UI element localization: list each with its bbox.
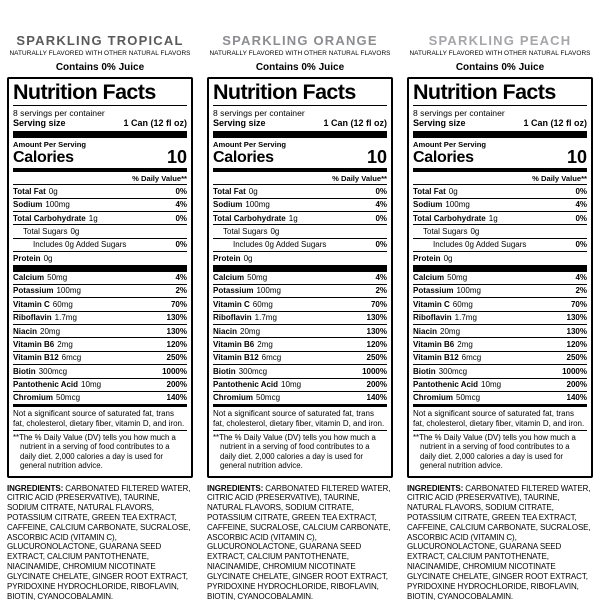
nutrient-name: Potassium bbox=[213, 286, 254, 296]
juice-claim: Contains 0% Juice bbox=[55, 62, 145, 73]
nutrient-name: Vitamin B6 bbox=[413, 339, 455, 349]
nutrient-row bbox=[413, 378, 587, 391]
nutrient-daily-value: 200% bbox=[366, 380, 387, 390]
nutrient-amount: 2mg bbox=[257, 339, 273, 349]
divider-thick bbox=[13, 265, 187, 272]
nutrient-amount: 20mg bbox=[40, 326, 61, 336]
nutrient-amount: 1g bbox=[88, 213, 98, 223]
nutrient-amount: 50mg bbox=[247, 273, 268, 283]
nutrient-daily-value: 4% bbox=[175, 200, 187, 210]
nutrient-amount: 60mg bbox=[452, 299, 473, 309]
nutrient-name: Riboflavin bbox=[13, 313, 52, 323]
nutrient-daily-value: 250% bbox=[166, 353, 187, 363]
nutrient-daily-value: 2% bbox=[575, 286, 587, 296]
daily-value-header: % Daily Value** bbox=[332, 173, 387, 183]
nutrient-name: Calcium bbox=[413, 273, 445, 283]
not-significant-statement: Not a significant source of saturated fat, trans fat, cholesterol, dietary fiber, vitamin D, and iron. bbox=[413, 409, 585, 428]
calories-value: 10 bbox=[166, 146, 187, 167]
nutrient-name: Niacin bbox=[213, 326, 238, 336]
nutrient-name: Calcium bbox=[213, 273, 245, 283]
nutrient-daily-value: 2% bbox=[175, 286, 187, 296]
nutrient-daily-value: 0% bbox=[375, 240, 387, 250]
vitamin-mineral-rows bbox=[413, 272, 587, 405]
nutrient-row bbox=[413, 198, 587, 211]
nutrient-row bbox=[413, 324, 587, 337]
nutrient-amount: 2mg bbox=[457, 339, 473, 349]
nutrient-name: Vitamin C bbox=[213, 299, 250, 309]
nutrient-row bbox=[413, 391, 587, 404]
nutrient-row bbox=[13, 364, 187, 377]
nutrient-daily-value: 4% bbox=[375, 200, 387, 210]
nutrient-amount: 1.7mg bbox=[454, 313, 477, 323]
nutrient-amount: 0g bbox=[43, 253, 53, 263]
calories-value: 10 bbox=[566, 146, 587, 167]
nutrient-row bbox=[213, 272, 387, 284]
servings-per-container: 8 servings per container bbox=[413, 107, 505, 118]
nutrient-name: Pantothenic Acid bbox=[13, 380, 79, 390]
nutrient-name: Pantothenic Acid bbox=[413, 380, 479, 390]
product-title: SPARKLING TROPICAL bbox=[16, 33, 184, 48]
nutrient-row bbox=[413, 251, 587, 264]
nutrient-amount: 0g bbox=[470, 226, 480, 236]
serving-size-label: Serving size bbox=[213, 117, 266, 128]
divider-thick bbox=[413, 131, 587, 138]
nutrient-name: Vitamin B12 bbox=[413, 353, 459, 363]
nutrient-name: Riboflavin bbox=[413, 313, 452, 323]
nutrient-daily-value: 1000% bbox=[562, 366, 587, 376]
nutrient-daily-value: 70% bbox=[170, 299, 187, 309]
nutrient-daily-value: 130% bbox=[366, 313, 387, 323]
nutrient-amount: 50mg bbox=[447, 273, 468, 283]
vitamin-mineral-rows bbox=[13, 272, 187, 405]
nutrient-name: Total Fat bbox=[413, 186, 446, 196]
nutrient-row bbox=[13, 297, 187, 310]
nutrient-daily-value: 250% bbox=[366, 353, 387, 363]
nutrient-daily-value: 0% bbox=[575, 240, 587, 250]
nutrient-name: Sodium bbox=[213, 200, 243, 210]
nutrient-daily-value: 0% bbox=[575, 213, 587, 223]
nutrient-row bbox=[413, 211, 587, 224]
nutrient-amount: 0g bbox=[48, 186, 58, 196]
nutrient-row bbox=[13, 251, 187, 264]
calories-row bbox=[13, 146, 187, 168]
nutrient-name: Vitamin C bbox=[413, 299, 450, 309]
nutrient-row bbox=[413, 337, 587, 350]
nutrient-row bbox=[413, 224, 587, 237]
amount-per-serving-label: Amount Per Serving bbox=[213, 139, 286, 149]
nutrient-name: Total Carbohydrate bbox=[213, 213, 286, 223]
servings-per-container: 8 servings per container bbox=[213, 107, 305, 118]
nutrient-row bbox=[413, 364, 587, 377]
calories-label: Calories bbox=[413, 148, 474, 166]
daily-value-header: % Daily Value** bbox=[532, 173, 587, 183]
calories-row bbox=[213, 146, 387, 168]
nutrient-row bbox=[213, 391, 387, 404]
nutrition-facts-panel bbox=[207, 77, 393, 478]
nutrient-amount: 1.7mg bbox=[54, 313, 77, 323]
daily-value-footnote: **The % Daily Value (DV) tells you how much a nutrient in a serving of food contributes to a daily diet. 2,000 calories a day is used for general nutrition advice. bbox=[13, 430, 187, 471]
nutrient-amount: 60mg bbox=[252, 299, 273, 309]
macro-nutrient-rows bbox=[213, 184, 387, 264]
nutrient-name: Niacin bbox=[413, 326, 438, 336]
nutrient-row bbox=[213, 251, 387, 264]
nutrient-daily-value: 130% bbox=[166, 313, 187, 323]
divider-thick bbox=[213, 265, 387, 272]
nutrition-facts-panel bbox=[7, 77, 193, 478]
nutrient-name: Niacin bbox=[13, 326, 38, 336]
nutrient-row bbox=[213, 211, 387, 224]
nutrient-name: Chromium bbox=[413, 393, 453, 403]
nutrient-row bbox=[213, 284, 387, 297]
nutrient-row bbox=[213, 337, 387, 350]
nutrient-amount: 100mg bbox=[456, 286, 481, 296]
nutrient-row bbox=[13, 211, 187, 224]
serving-size-row bbox=[213, 118, 387, 131]
nutrient-row bbox=[213, 351, 387, 364]
nutrient-name: Protein bbox=[13, 253, 41, 263]
nutrient-daily-value: 2% bbox=[375, 286, 387, 296]
nutrient-row bbox=[413, 311, 587, 324]
nutrient-amount: 50mcg bbox=[456, 393, 481, 403]
ingredients-label: INGREDIENTS: bbox=[207, 483, 264, 493]
serving-size-row bbox=[413, 118, 587, 131]
nutrient-row bbox=[213, 364, 387, 377]
serving-size-label: Serving size bbox=[13, 117, 66, 128]
nutrient-name: Total Fat bbox=[13, 186, 46, 196]
nutrient-row bbox=[13, 337, 187, 350]
serving-size-value: 1 Can (12 fl oz) bbox=[523, 117, 587, 128]
nutrient-amount: 20mg bbox=[440, 326, 461, 336]
nutrient-name: Includes 0g Added Sugars bbox=[33, 240, 127, 250]
nutrient-amount: 50mcg bbox=[256, 393, 281, 403]
nutrient-daily-value: 0% bbox=[575, 186, 587, 196]
ingredients-text: CARBONATED FILTERED WATER, CITRIC ACID (PRESERVATIVE), TAURINE, NATURAL FLAVORS, SODIUM CITRATE, POTASSIUM CITRATE, GREEN TEA EXTRACT, CAFFEINE, SUCRALOSE, CALCIUM CARBONATE, ASCORBIC ACID (VITAMIN C), GLUCURONOLACTONE, GUARANA SEED EXTRACT, CALCIUM PANTOTHENATE, NIACINAMIDE, CHROMIUM NICOTINATE GLYCINATE CHELATE, GINGER ROOT EXTRACT, PYRIDOXINE HYDROCHLORIDE, RIBOFLAVIN, BIOTIN, CYANOCOBALAMIN. bbox=[207, 483, 391, 600]
nutrient-row bbox=[13, 224, 187, 237]
nutrient-daily-value: 200% bbox=[166, 380, 187, 390]
nutrient-amount: 0g bbox=[248, 186, 258, 196]
nutrient-row bbox=[13, 184, 187, 197]
nutrient-row bbox=[413, 351, 587, 364]
nutrient-daily-value: 1000% bbox=[362, 366, 387, 376]
nutrient-amount: 0g bbox=[70, 226, 80, 236]
nutrient-daily-value: 70% bbox=[370, 299, 387, 309]
nutrient-name: Vitamin B12 bbox=[213, 353, 259, 363]
nutrient-amount: 2mg bbox=[57, 339, 73, 349]
product-subtitle: NATURALLY FLAVORED WITH OTHER NATURAL FLAVORS bbox=[209, 50, 391, 57]
nutrient-amount: 300mcg bbox=[438, 366, 468, 376]
nutrient-name: Sodium bbox=[13, 200, 43, 210]
nutrient-name: Total Carbohydrate bbox=[413, 213, 486, 223]
divider-thick bbox=[13, 131, 187, 138]
nutrient-name: Pantothenic Acid bbox=[213, 380, 279, 390]
nutrient-daily-value: 130% bbox=[566, 313, 587, 323]
nutrient-daily-value: 70% bbox=[570, 299, 587, 309]
nutrient-amount: 0g bbox=[443, 253, 453, 263]
nutrient-row bbox=[213, 324, 387, 337]
nutrient-name: Biotin bbox=[13, 366, 36, 376]
juice-claim: Contains 0% Juice bbox=[455, 62, 545, 73]
nutrient-amount: 50mg bbox=[47, 273, 68, 283]
nutrient-amount: 10mg bbox=[481, 380, 502, 390]
nutrient-name: Chromium bbox=[13, 393, 53, 403]
nutrient-row bbox=[13, 238, 187, 251]
product-label-column bbox=[0, 33, 200, 600]
calories-value: 10 bbox=[366, 146, 387, 167]
divider-thick bbox=[413, 265, 587, 272]
not-significant-statement: Not a significant source of saturated fat, trans fat, cholesterol, dietary fiber, vitamin D, and iron. bbox=[213, 409, 385, 428]
nutrient-row bbox=[413, 238, 587, 251]
nutrient-amount: 6mcg bbox=[461, 353, 482, 363]
nutrient-amount: 300mcg bbox=[38, 366, 68, 376]
divider-thick bbox=[213, 131, 387, 138]
nutrient-row bbox=[413, 272, 587, 284]
nutrient-row bbox=[413, 284, 587, 297]
nutrient-name: Protein bbox=[213, 253, 241, 263]
nutrient-amount: 300mcg bbox=[238, 366, 268, 376]
nutrient-amount: 20mg bbox=[240, 326, 261, 336]
nutrient-daily-value: 130% bbox=[366, 326, 387, 336]
nutrient-row bbox=[213, 297, 387, 310]
nutrition-facts-panel bbox=[407, 77, 593, 478]
nutrient-daily-value: 1000% bbox=[162, 366, 187, 376]
nutrition-facts-heading: Nutrition Facts bbox=[413, 81, 587, 106]
nutrient-name: Potassium bbox=[413, 286, 454, 296]
nutrient-amount: 100mg bbox=[45, 200, 70, 210]
nutrient-daily-value: 0% bbox=[375, 213, 387, 223]
nutrient-daily-value: 140% bbox=[366, 393, 387, 403]
nutrient-amount: 6mcg bbox=[61, 353, 82, 363]
not-significant-statement: Not a significant source of saturated fat, trans fat, cholesterol, dietary fiber, vitamin D, and iron. bbox=[13, 409, 185, 428]
nutrient-row bbox=[13, 284, 187, 297]
nutrient-daily-value: 130% bbox=[166, 326, 187, 336]
nutrient-row bbox=[413, 297, 587, 310]
product-title: SPARKLING PEACH bbox=[428, 33, 572, 48]
nutrient-name: Total Carbohydrate bbox=[13, 213, 86, 223]
ingredients-label: INGREDIENTS: bbox=[407, 483, 464, 493]
nutrient-name: Potassium bbox=[13, 286, 54, 296]
nutrient-amount: 0g bbox=[243, 253, 253, 263]
nutrient-amount: 10mg bbox=[281, 380, 302, 390]
nutrient-name: Calcium bbox=[13, 273, 45, 283]
nutrient-row bbox=[213, 198, 387, 211]
nutrient-name: Total Sugars bbox=[423, 226, 468, 236]
nutrient-amount: 60mg bbox=[52, 299, 73, 309]
nutrient-daily-value: 4% bbox=[575, 200, 587, 210]
ingredients-text: CARBONATED FILTERED WATER, CITRIC ACID (PRESERVATIVE), TAURINE, SODIUM CITRATE, NATURAL FLAVORS, POTASSIUM CITRATE, GREEN TEA EXTRACT, CAFFEINE, CALCIUM CARBONATE, SUCRALOSE, ASCORBIC ACID (VITAMIN C), GLUCURONOLACTONE, GUARANA SEED EXTRACT, CALCIUM PANTOTHENATE, NIACINAMIDE, CHROMIUM NICOTINATE GLYCINATE CHELATE, GINGER ROOT EXTRACT, PYRIDOXINE HYDROCHLORIDE, RIBOFLAVIN, BIOTIN, CYANOCOBALAMIN. bbox=[7, 483, 191, 600]
nutrient-amount: 0g bbox=[448, 186, 458, 196]
nutrient-daily-value: 0% bbox=[175, 213, 187, 223]
daily-value-footnote: **The % Daily Value (DV) tells you how much a nutrient in a serving of food contributes to a daily diet. 2,000 calories a day is used for general nutrition advice. bbox=[213, 430, 387, 471]
calories-label: Calories bbox=[13, 148, 74, 166]
nutrient-amount: 100mg bbox=[245, 200, 270, 210]
serving-size-row bbox=[13, 118, 187, 131]
nutrient-daily-value: 0% bbox=[175, 240, 187, 250]
nutrient-row bbox=[213, 311, 387, 324]
nutrient-row bbox=[13, 391, 187, 404]
nutrient-name: Vitamin B6 bbox=[213, 339, 255, 349]
nutrient-name: Includes 0g Added Sugars bbox=[433, 240, 527, 250]
nutrient-daily-value: 120% bbox=[566, 339, 587, 349]
nutrient-daily-value: 4% bbox=[175, 273, 187, 283]
serving-size-label: Serving size bbox=[413, 117, 466, 128]
calories-row bbox=[413, 146, 587, 168]
product-label-column bbox=[400, 33, 600, 600]
nutrition-facts-heading: Nutrition Facts bbox=[13, 81, 187, 106]
nutrient-amount: 1g bbox=[288, 213, 298, 223]
daily-value-header: % Daily Value** bbox=[132, 173, 187, 183]
vitamin-mineral-rows bbox=[213, 272, 387, 405]
ingredients-label: INGREDIENTS: bbox=[7, 483, 64, 493]
nutrient-row bbox=[213, 184, 387, 197]
nutrient-name: Sodium bbox=[413, 200, 443, 210]
serving-size-value: 1 Can (12 fl oz) bbox=[123, 117, 187, 128]
product-subtitle: NATURALLY FLAVORED WITH OTHER NATURAL FLAVORS bbox=[409, 50, 591, 57]
amount-per-serving-label: Amount Per Serving bbox=[413, 139, 486, 149]
nutrient-daily-value: 4% bbox=[375, 273, 387, 283]
nutrient-name: Vitamin C bbox=[13, 299, 50, 309]
calories-label: Calories bbox=[213, 148, 274, 166]
ingredients-text: CARBONATED FILTERED WATER, CITRIC ACID (PRESERVATIVE), TAURINE, NATURAL FLAVORS, SODIUM CITRATE, POTASSIUM CITRATE, GREEN TEA EXTRACT, CAFFEINE, CALCIUM CARBONATE, SUCRALOSE, ASCORBIC ACID (VITAMIN C), GLUCURONOLACTONE, GUARANA SEED EXTRACT, CALCIUM PANTOTHENATE, NIACINAMIDE, CHROMIUM NICOTINATE GLYCINATE CHELATE, GINGER ROOT EXTRACT, PYRIDOXINE HYDROCHLORIDE, RIBOFLAVIN, BIOTIN, CYANOCOBALAMIN. bbox=[407, 483, 591, 600]
product-title: SPARKLING ORANGE bbox=[222, 33, 378, 48]
nutrient-daily-value: 130% bbox=[566, 326, 587, 336]
nutrient-name: Biotin bbox=[213, 366, 236, 376]
product-subtitle: NATURALLY FLAVORED WITH OTHER NATURAL FLAVORS bbox=[9, 50, 191, 57]
nutrient-daily-value: 0% bbox=[175, 186, 187, 196]
nutrient-daily-value: 120% bbox=[166, 339, 187, 349]
ingredients-statement bbox=[7, 484, 193, 600]
nutrient-row bbox=[13, 272, 187, 284]
nutrient-amount: 0g bbox=[270, 226, 280, 236]
ingredients-statement bbox=[407, 484, 593, 600]
nutrient-daily-value: 140% bbox=[166, 393, 187, 403]
nutrient-daily-value: 200% bbox=[566, 380, 587, 390]
amount-per-serving-label: Amount Per Serving bbox=[13, 139, 86, 149]
macro-nutrient-rows bbox=[13, 184, 187, 264]
nutrient-row bbox=[213, 224, 387, 237]
nutrient-daily-value: 250% bbox=[566, 353, 587, 363]
nutrient-name: Chromium bbox=[213, 393, 253, 403]
nutrient-name: Includes 0g Added Sugars bbox=[233, 240, 327, 250]
nutrient-amount: 1.7mg bbox=[254, 313, 277, 323]
nutrient-name: Vitamin B12 bbox=[13, 353, 59, 363]
nutrient-amount: 100mg bbox=[56, 286, 81, 296]
nutrient-name: Total Fat bbox=[213, 186, 246, 196]
daily-value-footnote: **The % Daily Value (DV) tells you how much a nutrient in a serving of food contributes to a daily diet. 2,000 calories a day is used for general nutrition advice. bbox=[413, 430, 587, 471]
serving-size-value: 1 Can (12 fl oz) bbox=[323, 117, 387, 128]
nutrient-row bbox=[213, 378, 387, 391]
nutrient-amount: 100mg bbox=[445, 200, 470, 210]
nutrient-amount: 10mg bbox=[81, 380, 102, 390]
nutrient-daily-value: 0% bbox=[375, 186, 387, 196]
juice-claim: Contains 0% Juice bbox=[255, 62, 345, 73]
nutrition-facts-heading: Nutrition Facts bbox=[213, 81, 387, 106]
nutrient-name: Protein bbox=[413, 253, 441, 263]
nutrient-row bbox=[13, 324, 187, 337]
nutrient-name: Vitamin B6 bbox=[13, 339, 55, 349]
nutrient-row bbox=[13, 351, 187, 364]
nutrient-amount: 6mcg bbox=[261, 353, 282, 363]
nutrient-name: Total Sugars bbox=[23, 226, 68, 236]
nutrient-daily-value: 4% bbox=[575, 273, 587, 283]
macro-nutrient-rows bbox=[413, 184, 587, 264]
nutrient-row bbox=[213, 238, 387, 251]
nutrient-amount: 100mg bbox=[256, 286, 281, 296]
ingredients-statement bbox=[207, 484, 393, 600]
nutrient-amount: 50mcg bbox=[56, 393, 81, 403]
nutrient-row bbox=[13, 198, 187, 211]
nutrient-name: Riboflavin bbox=[213, 313, 252, 323]
nutrient-daily-value: 140% bbox=[566, 393, 587, 403]
nutrient-row bbox=[13, 378, 187, 391]
nutrient-row bbox=[13, 311, 187, 324]
nutrient-name: Total Sugars bbox=[223, 226, 268, 236]
product-label-column bbox=[200, 33, 400, 600]
nutrient-name: Biotin bbox=[413, 366, 436, 376]
servings-per-container: 8 servings per container bbox=[13, 107, 105, 118]
nutrient-amount: 1g bbox=[488, 213, 498, 223]
nutrient-row bbox=[413, 184, 587, 197]
nutrient-daily-value: 120% bbox=[366, 339, 387, 349]
